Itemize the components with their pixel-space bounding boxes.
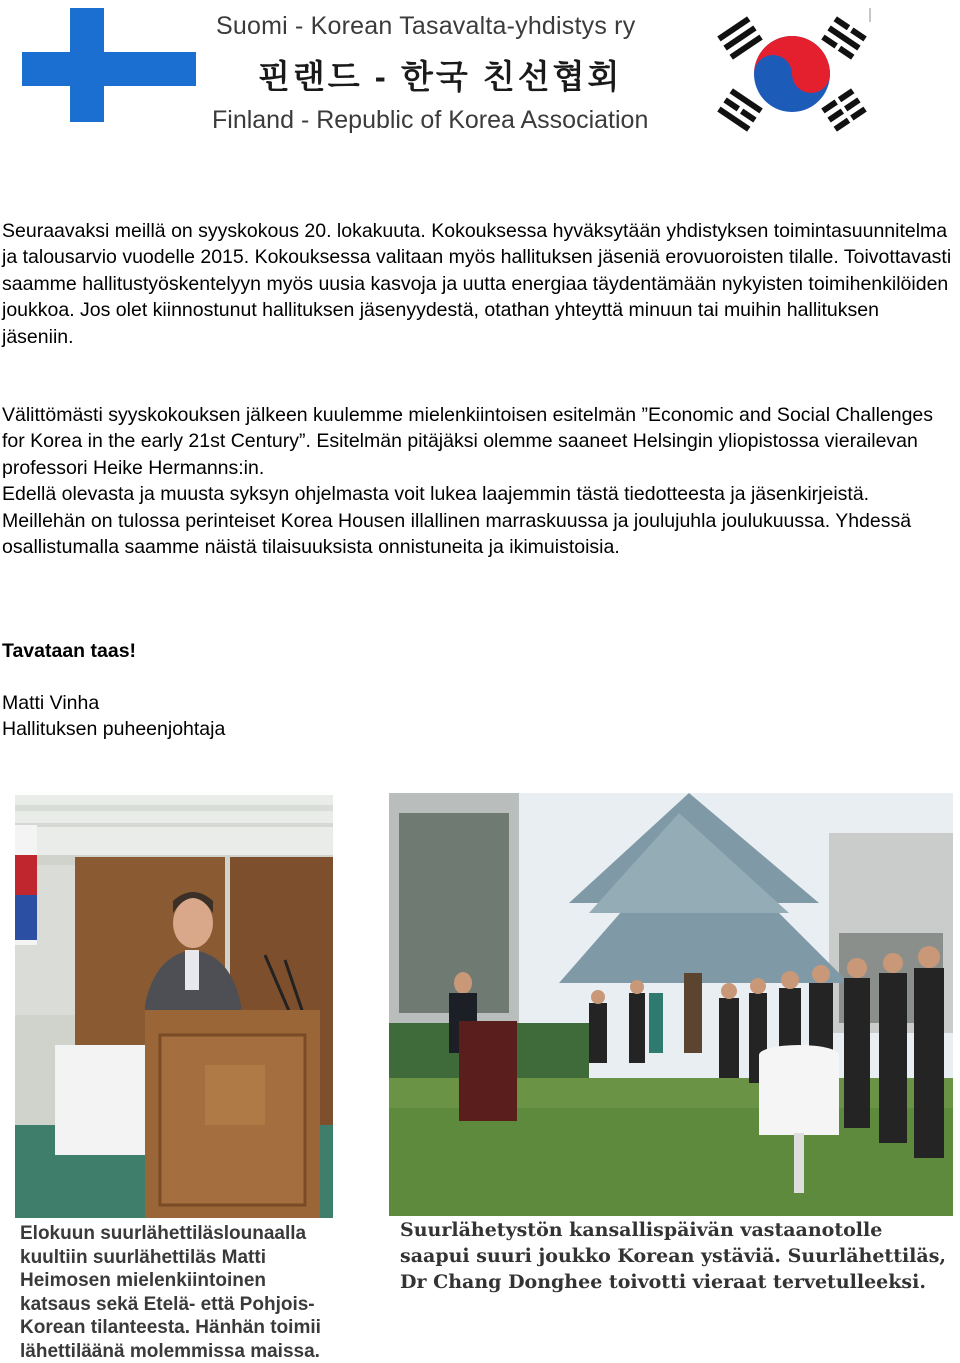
banner-title-block	[210, 8, 710, 135]
banner-title-english: Finland - Republic of Korea Association	[212, 106, 649, 134]
signature-title: Hallituksen puheenjohtaja	[2, 718, 226, 741]
banner-title-finnish: Suomi - Korean Tasavalta-yhdistys ry	[216, 12, 636, 40]
association-banner	[0, 0, 960, 150]
paragraph-text: Edellä olevasta ja muusta syksyn ohjelmasta voit lukea laajemmin tästä tiedotteesta ja jäsenkirjeistä. Meillehän on tulossa perinteiset Korea Housen illallinen marraskuussa ja joulujuhla joulukuussa. Yhdessä osallistumalla saamme näistä tilaisuuksista onnistuneita ja ikimuistoisia.	[2, 483, 912, 559]
paragraph-lecture-and-program	[2, 402, 952, 560]
paragraph-autumn-meeting	[2, 218, 952, 350]
signature-block	[2, 690, 952, 743]
paragraph-text: Seuraavaksi meillä on syyskokous 20. lokakuuta. Kokouksessa hyväksytään yhdistyksen toimintasuunnitelma ja talousarvio vuodelle 2015. Kokouksessa valitaan myös hallituksen jäseniä erovuoroisten tilalle. Toivottavasti saamme hallitustyöskentelyyn myös uusia kasvoja ja uutta energiaa täydentämään nykyisten toimihenkilöiden joukkoa. Jos olet kiinnostunut hallituksen jäsenyydestä, otathan yhteyttä minuun tai muihin hallituksen jäseniin.	[2, 220, 952, 348]
caption-ambassador-lunch: Elokuun suurlähettiläslounaalla kuultiin suurlähettiläs Matti Heimosen mielenkiintoinen katsaus sekä Etelä- että Pohjois-Korean tilanteesta. Hänhän toimii lähettiläänä molemmissa maissa.	[20, 1223, 321, 1362]
paragraph-text: Välittömästi syyskokouksen jälkeen kuulemme mielenkiintoisen esitelmän ”Economic and Social Challenges for Korea in the early 21st Century”. Esitelmän pitäjäksi olemme saaneet Helsingin yliopistossa vierailevan professori Heike Hermanns:in.	[2, 404, 934, 479]
banner-title-korean: 핀랜드 - 한국 친선협회	[258, 58, 623, 95]
caption-national-day-reception: Suurlähetystön kansallispäivän vastaanotolle saapui suuri joukko Korean ystäviä. Suurlähettiläs, Dr Chang Donghee toivotti vieraat tervetulleeksi.	[400, 1219, 947, 1293]
photo-ambassador-lunch	[15, 795, 333, 1218]
closing-line: Tavataan taas!	[2, 640, 137, 662]
korea-flag-icon	[712, 10, 872, 138]
finland-flag-icon	[22, 8, 196, 122]
signature-name: Matti Vinha	[2, 692, 100, 714]
banner-edge-mark	[869, 8, 871, 22]
photo-national-day-reception	[389, 793, 953, 1216]
